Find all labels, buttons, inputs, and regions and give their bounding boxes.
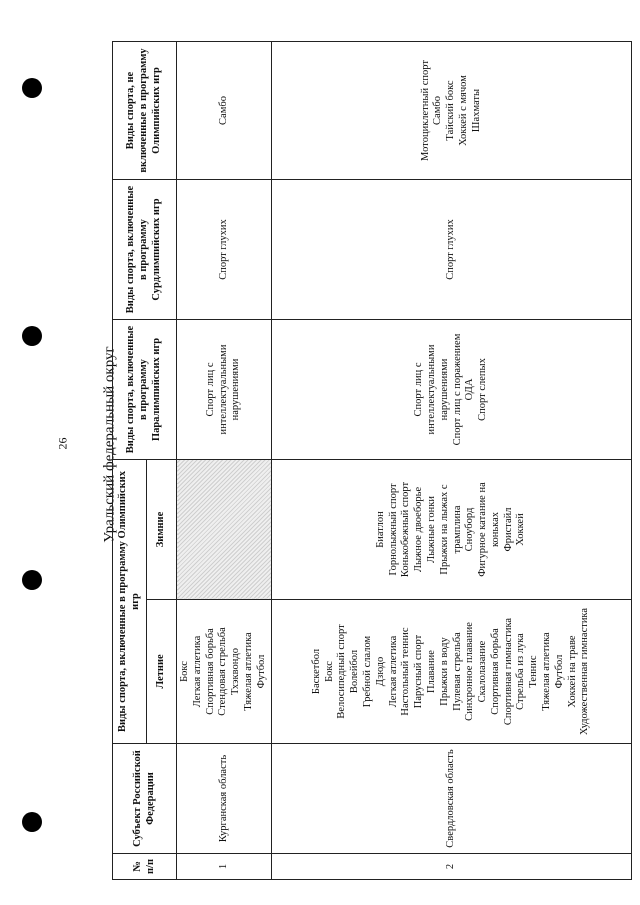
list-item: Плавание: [425, 650, 437, 693]
list-item: Стендовая стрельба: [217, 627, 229, 716]
list-item: трамплина: [451, 505, 463, 554]
list-item: Прыжки на лыжах с: [438, 484, 450, 575]
list-item: Спорт глухих: [445, 219, 457, 280]
sports-table-wrapper: [112, 42, 632, 880]
list-item: Конькобежный спорт: [400, 481, 412, 578]
list-item: Легкая атлетика: [387, 635, 399, 708]
list-item: Велосипедный спорт: [336, 624, 348, 719]
list-item: интеллектуальными: [425, 344, 437, 435]
list-item: Скалолазание: [477, 640, 489, 703]
list-item: коньках: [489, 511, 501, 548]
winter-empty-cell: [177, 460, 272, 600]
list-item: Хоккей с мячом: [457, 75, 469, 146]
list-item: Тяжелая атлетика: [541, 632, 553, 711]
list-item: Спорт лиц с поражением: [451, 333, 463, 446]
binder-hole: [22, 812, 42, 832]
binder-hole: [22, 78, 42, 98]
page-number: 26: [55, 437, 70, 450]
sports-table: [112, 41, 632, 880]
list-item: Спортивная борьба: [489, 628, 501, 715]
list-item: Спорт лиц с: [413, 362, 425, 417]
paralympic-list: [177, 320, 272, 460]
paralympic-list: [272, 320, 632, 460]
list-item: Теннис: [528, 655, 540, 688]
list-item: Парусный спорт: [413, 634, 425, 709]
row-num: 2: [272, 854, 632, 880]
header-subject: Субъект Российской Федерации: [113, 744, 177, 854]
list-item: Художественная гимнастика: [579, 607, 591, 736]
list-item: Прыжки в воду: [438, 637, 450, 706]
list-item: Волейбол: [349, 649, 361, 694]
list-item: Футбол: [553, 654, 565, 689]
list-item: Футбол: [255, 654, 267, 689]
list-item: Стрельба из лука: [515, 633, 527, 710]
list-item: Горнолыжный спорт: [387, 483, 399, 576]
list-item: Тяжелая атлетика: [242, 632, 254, 711]
list-item: Лыжные гонки: [425, 495, 437, 564]
page-heading: Уральский федеральный округ: [101, 346, 118, 543]
winter-list: [272, 460, 632, 600]
non-olympic-list: [272, 42, 632, 180]
list-item: Тайский бокс: [445, 80, 457, 141]
binder-hole: [22, 326, 42, 346]
list-item: Шахматы: [470, 88, 482, 133]
list-item: нарушениями: [438, 358, 450, 421]
list-item: Самбо: [432, 96, 444, 125]
list-item: Тхэквондо: [230, 648, 242, 695]
header-deaflympic: Виды спорта, включенные в программу Сурдлимпийских игр: [113, 180, 177, 320]
row-num: 1: [177, 854, 272, 880]
list-item: Баскетбол: [310, 648, 322, 695]
list-item: Хоккей на траве: [566, 635, 578, 708]
list-item: Спорт глухих: [217, 219, 229, 280]
header-non-olympic: Виды спорта, не включенные в программу Олимпийских игр: [113, 42, 177, 180]
list-item: Спорт слепых: [477, 358, 489, 421]
list-item: Лыжное двоеборье: [413, 486, 425, 573]
row-subject: Курганская область: [177, 744, 272, 854]
summer-list: [272, 600, 632, 744]
list-item: Мотоциклетный спорт: [419, 60, 431, 161]
header-num: № п/п: [113, 854, 177, 880]
header-paralympic: Виды спорта, включенные в программу Паралимпийских игр: [113, 320, 177, 460]
list-item: Хоккей: [515, 513, 527, 546]
list-item: Спорт лиц с: [204, 362, 216, 417]
list-item: интеллектуальными: [217, 344, 229, 435]
header-summer: Летние: [147, 600, 177, 744]
list-item: Пулевая стрельба: [451, 632, 463, 711]
list-item: нарушениями: [230, 358, 242, 421]
list-item: Фигурное катание на: [477, 482, 489, 577]
list-item: Спортивная борьба: [204, 628, 216, 715]
list-item: Самбо: [217, 96, 229, 125]
list-item: Бокс: [179, 661, 190, 682]
header-winter: Зимние: [147, 460, 177, 600]
header-olympic: Виды спорта, включенные в программу Олимпийских игр: [113, 460, 147, 744]
list-item: Сноуборд: [464, 507, 476, 552]
list-item: Фристайл: [502, 507, 514, 552]
list-item: Синхронное плавание: [464, 622, 476, 721]
list-item: Дзюдо: [374, 656, 386, 687]
binder-hole: [22, 570, 42, 590]
list-item: Легкая атлетика: [191, 635, 203, 708]
list-item: Бокс: [323, 661, 335, 682]
list-item: Настольный теннис: [400, 627, 412, 716]
non-olympic-list: [177, 42, 272, 180]
summer-list: [177, 600, 272, 744]
deaflympic-list: [177, 180, 272, 320]
deaflympic-list: [272, 180, 632, 320]
list-item: ОДА: [464, 378, 476, 401]
list-item: Биатлон: [374, 511, 386, 548]
list-item: Спортивная гимнастика: [502, 617, 514, 726]
list-item: Гребной слалом: [361, 635, 373, 708]
row-subject: Свердловская область: [272, 744, 632, 854]
